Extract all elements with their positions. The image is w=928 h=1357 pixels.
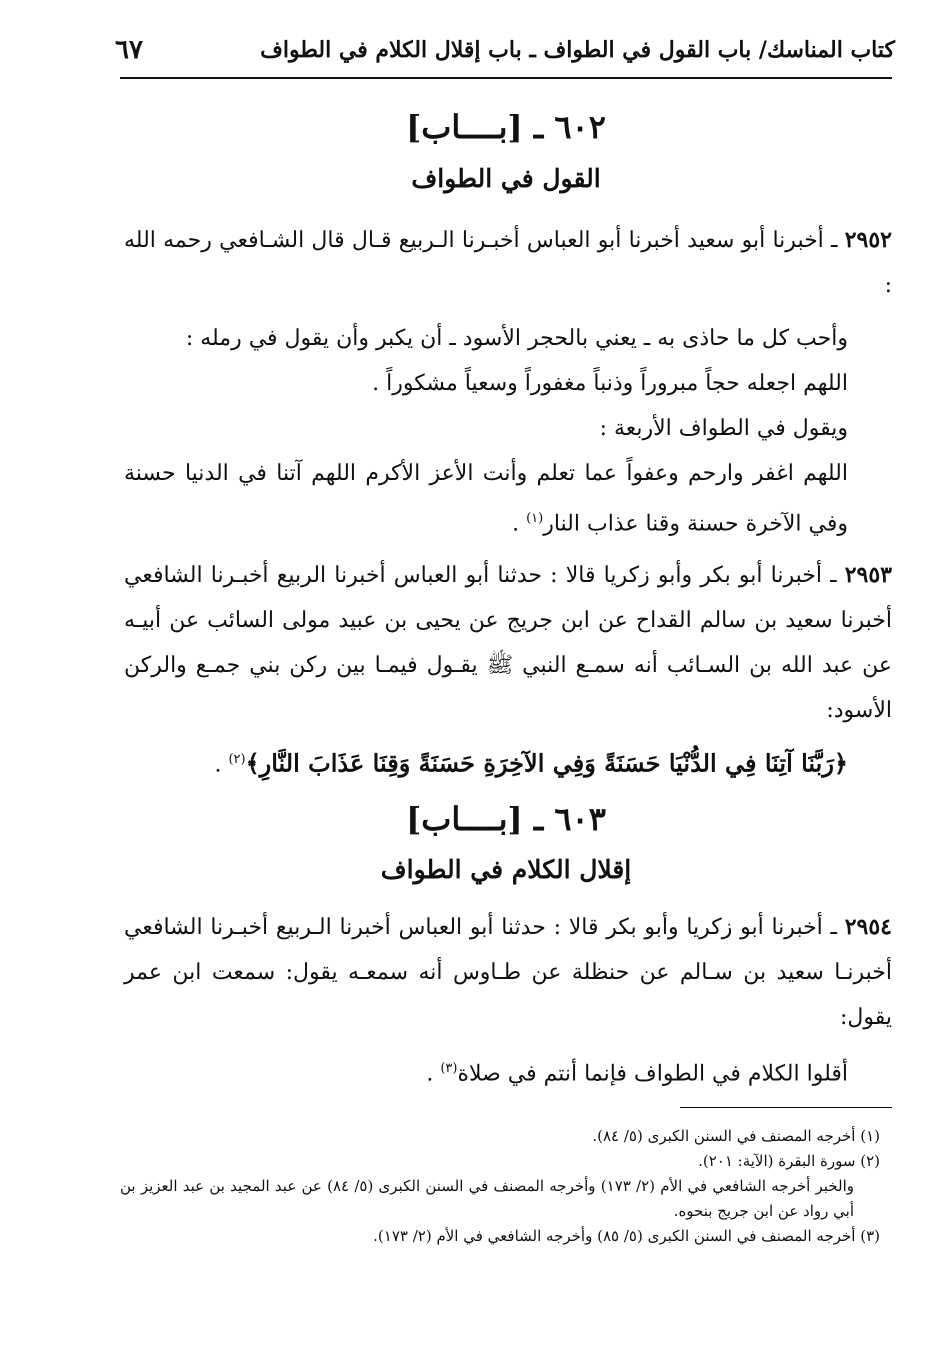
running-title: كتاب المناسك/ باب القول في الطواف ـ باب إقلال الكلام في الطواف (260, 37, 895, 63)
chapter-603-number: ٦٠٣ ـ [بــــاب] (406, 800, 606, 838)
hadith-2954-isnad: ٢٩٥٤ ـ أخبرنا أبو زكريا وأبو بكر قالا : حدثنا أبو العباس أخبرنا الـربيع أخبـرنا الشافعي أخبرنـا سعيد بن سـالم عن حنظلة عن طـاوس أنه سمعـه يقول: سمعت ابن عمر يقول: (124, 914, 892, 1030)
hadith-2952 (124, 218, 892, 546)
hadith-number: ٢٩٥٢ (844, 227, 892, 253)
hadith-2953 (124, 553, 892, 787)
footnote-ref: (٣) (440, 1061, 458, 1076)
hadith-2952-line: ويقول في الطواف الأربعة : (599, 416, 848, 441)
hadith-2952-isnad: ٢٩٥٢ ـ أخبرنا أبو سعيد أخبرنا أبو العباس أخبـرنا الـربيع قـال قال الشـافعي رحمه الله : (124, 227, 892, 298)
page-header (115, 22, 895, 78)
hadith-2954-line: أقلوا الكلام في الطواف فإنما أنتم في صلاة$^{(٣)}$ . (426, 1061, 848, 1087)
page-number: ٦٧ (115, 35, 143, 65)
footnote-1: (١) أخرجه المصنف في السنن الكبرى (٥/ ٨٤). (592, 1127, 880, 1145)
footnote-ref: (٢) (228, 752, 246, 767)
chapter-603-title: إقلال الكلام في الطواف (380, 855, 632, 884)
chapter-602-title: القول في الطواف (411, 164, 601, 193)
hadith-number: ٢٩٥٣ (844, 562, 892, 588)
hadith-2954 (124, 905, 892, 1096)
chapter-602-number: ٦٠٢ ـ [بــــاب] (406, 108, 606, 146)
footnotes (120, 1124, 880, 1249)
footnote-3: (٣) أخرجه المصنف في السنن الكبرى (٥/ ٨٥) وأخرجه الشافعي في الأم (٢/ ١٧٣). (373, 1227, 880, 1245)
header-rule (120, 77, 892, 79)
hadith-2952-line: وأحب كل ما حاذى به ـ يعني بالحجر الأسود ـ أن يكبر وأن يقول في رمله : (185, 326, 848, 351)
footnote-separator (680, 1107, 892, 1108)
footnote-2-continued: والخبر أخرجه الشافعي في الأم (٢/ ١٧٣) وأخرجه المصنف في السنن الكبرى (٥/ ٨٤) عن عبد المجيد بن عبد العزيز بن أبي رواد عن ابن جريج بنحوه. (120, 1177, 854, 1220)
quran-verse: ﴿رَبَّنَا آتِنَا فِي الدُّنْيَا حَسَنَةً وَفِي الآخِرَةِ حَسَنَةً وَقِنَا عَذَابَ النَّارِ﴾$^{(٢)}$ . (214, 748, 848, 778)
hadith-number: ٢٩٥٤ (844, 914, 892, 940)
footnote-2: (٢) سورة البقرة (الآية: ٢٠١). (698, 1152, 880, 1170)
footnote-ref: (١) (526, 511, 544, 526)
hadith-2952-line: اللهم اجعله حجاً مبروراً وذنباً مغفوراً وسعياً مشكوراً . (372, 371, 848, 396)
hadith-2952-dua: اللهم اغفر وارحم وعفواً عما تعلم وأنت الأعز الأكرم اللهم آتنا في الدنيا حسنة وفي الآخرة حسنة وقنا عذاب النار$^{(١)}$ . (124, 461, 848, 537)
hadith-2953-isnad: ٢٩٥٣ ـ أخبرنا أبو بكر وأبو زكريا قالا : حدثنا أبو العباس أخبرنا الربيع أخبـرنا الشافعي أخبرنا سعيد بن سالم القداح عن ابن جريج عن يحيى بن عبيد مولى السائب عن أبيـه عن عبد الله بن السـائب أنه سمـع النبي ﷺ يقـول فيمـا بين ركن بني جمـع والركن الأسود: (124, 562, 892, 723)
